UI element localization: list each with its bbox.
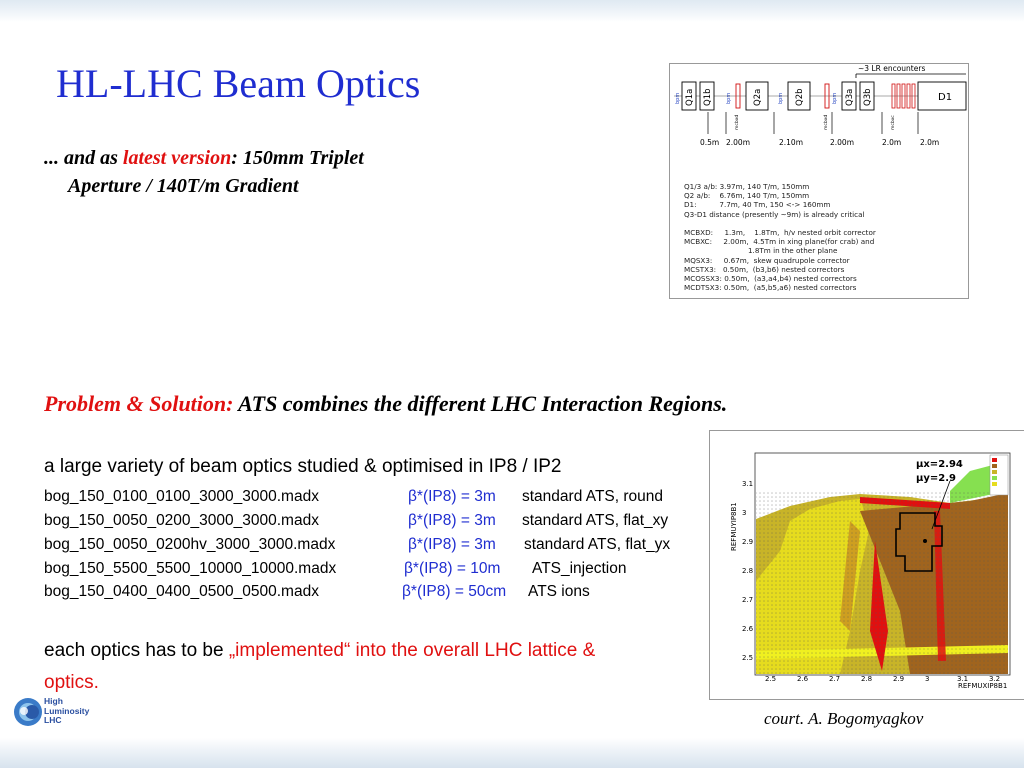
distance-label: 2.00m — [830, 138, 855, 147]
svg-text:Q2a: Q2a — [753, 88, 763, 106]
x-tick-label: 2.9 — [893, 675, 905, 683]
lead-text: a large variety of beam optics studied & optimised in IP8 / IP2 — [44, 456, 562, 477]
spec-line: MCDTSX3: 0.50m, (a5,b5,a6) nested correctors — [684, 283, 857, 293]
spec-line: D1: 7.7m, 40 Tm, 150 <-> 160mm — [684, 200, 831, 210]
corrector-label: mcbxd — [735, 114, 740, 130]
svg-text:D1: D1 — [938, 92, 953, 103]
svg-text:Q2b: Q2b — [795, 88, 805, 106]
y-tick-label: 2.6 — [742, 625, 754, 633]
magnet-d1 — [918, 82, 966, 110]
y-tick-label: 2.7 — [742, 596, 754, 604]
distance-label: 2.0m — [920, 138, 940, 147]
subtitle-suffix: : 150mm Triplet — [231, 147, 364, 169]
optics-beta: β*(IP8) = 3m — [408, 512, 496, 529]
optics-row — [44, 512, 669, 530]
mux-label: μx=2.94 — [916, 459, 963, 470]
magnet-q1b — [700, 82, 714, 110]
magnet-q2b — [788, 82, 810, 110]
optics-file: bog_150_0050_0200hv_3000_3000.madx — [44, 536, 336, 553]
credit: court. A. Bogomyagkov — [764, 709, 924, 728]
subtitle-line2: Aperture / 140T/m Gradient — [68, 175, 299, 197]
logo-line1: High — [44, 696, 63, 706]
optics-file: bog_150_0400_0400_0500_0500.madx — [44, 583, 319, 600]
magnet-specs — [684, 182, 876, 292]
logo-text — [44, 697, 89, 726]
spec-line: MCSTX3: 0.50m, (b3,b6) nested correctors — [684, 264, 845, 274]
distance-label: 2.00m — [726, 138, 751, 147]
x-tick-label: 3 — [925, 675, 930, 683]
encounters-label: ~3 LR encounters — [858, 64, 926, 73]
svg-text:Q1a: Q1a — [685, 88, 695, 106]
optics-beta: β*(IP8) = 3m — [408, 488, 496, 505]
svg-text:Q3a: Q3a — [845, 88, 855, 106]
magnet-q3b — [860, 82, 874, 110]
x-tick-label: 3.1 — [957, 675, 969, 683]
spec-line: Q1/3 a/b: 3.97m, 140 T/m, 150mm — [684, 182, 810, 191]
tune-scan-plot — [709, 430, 1024, 700]
optics-row — [44, 583, 590, 601]
magnet-q2a — [746, 82, 768, 110]
logo-line2: Luminosity — [44, 705, 90, 716]
optics-file: bog_150_5500_5500_10000_10000.madx — [44, 560, 337, 577]
implementation-note — [44, 635, 604, 699]
triplet-layout-diagram — [669, 63, 969, 299]
spec-line: 1.8Tm in the other plane — [684, 246, 838, 256]
spec-line: Q2 a/b: 6.76m, 140 T/m, 150mm — [684, 191, 810, 201]
logo-line3: LHC — [44, 715, 62, 725]
x-tick-label: 3.2 — [989, 675, 1001, 683]
magnet-q1a — [682, 82, 696, 110]
optics-beta: β*(IP8) = 3m — [408, 536, 496, 553]
y-axis-label: REFMUYIP8B1 — [730, 502, 738, 551]
spec-line: Q3-D1 distance (presently ~9m) is already critical — [684, 209, 865, 219]
page-title: HL-LHC Beam Optics — [56, 61, 421, 106]
optics-desc: standard ATS, round — [522, 488, 664, 505]
optics-beta: β*(IP8) = 50cm — [402, 583, 507, 600]
problem-text: ATS combines the different LHC Interaction Regions. — [233, 391, 728, 416]
bpm-label: bpm — [726, 92, 732, 104]
svg-text:Q1b: Q1b — [703, 88, 713, 106]
subtitle-highlight: latest version — [122, 147, 232, 169]
optics-file: bog_150_0100_0100_3000_3000.madx — [44, 488, 319, 505]
magnet-q3a — [842, 82, 856, 110]
x-axis-label: REFMUXIP8B1 — [958, 682, 1008, 690]
optics-desc: standard ATS, flat_yx — [524, 536, 671, 553]
spec-line: MCBXC: 2.00m, 4.5Tm in xing plane(for crab) and — [684, 237, 875, 247]
optics-row — [44, 560, 627, 578]
optics-beta: β*(IP8) = 10m — [404, 560, 501, 577]
corrector-label: mcbxc — [891, 115, 896, 130]
x-tick-label: 2.7 — [829, 675, 841, 683]
optics-file: bog_150_0050_0200_3000_3000.madx — [44, 512, 319, 529]
y-tick-label: 3.1 — [742, 480, 754, 488]
bpm-label: bpm — [778, 92, 784, 104]
corrector-label: mcbxd — [824, 114, 829, 130]
y-tick-label: 2.8 — [742, 567, 754, 575]
spec-line — [684, 219, 876, 228]
spec-line: MQSX3: 0.67m, skew quadrupole corrector — [684, 255, 850, 265]
spec-line: MCOSSX3: 0.50m, (a3,a4,b4) nested correctors — [684, 274, 857, 284]
y-tick-label: 2.9 — [742, 538, 754, 546]
subtitle — [44, 144, 474, 200]
working-point-marker — [923, 539, 927, 543]
note-highlight: „implemented“ into the overall LHC lattice & optics. — [44, 640, 596, 693]
distance-label: 0.5m — [700, 138, 720, 147]
optics-desc: standard ATS, flat_xy — [522, 512, 669, 529]
spec-line: MCBXD: 1.3m, 1.8Tm, h/v nested orbit corrector — [684, 228, 876, 238]
bpm-label: bpm — [832, 92, 838, 104]
problem-label: Problem & Solution: — [44, 391, 234, 416]
optics-desc: ATS ions — [528, 583, 590, 600]
note-prefix: each optics has to be — [44, 640, 229, 661]
optics-desc: ATS_injection — [532, 560, 627, 577]
y-tick-label: 3 — [742, 509, 747, 517]
bottom-band — [0, 738, 1024, 768]
optics-row — [44, 488, 664, 506]
subtitle-prefix: ... and as — [44, 147, 123, 169]
distance-label: 2.10m — [779, 138, 804, 147]
y-tick-label: 2.5 — [742, 654, 754, 662]
x-tick-label: 2.8 — [861, 675, 873, 683]
optics-row — [44, 536, 671, 554]
distance-label: 2.0m — [882, 138, 902, 147]
svg-text:Q3b: Q3b — [863, 88, 873, 106]
bpm-label: bpm — [675, 92, 681, 104]
muy-label: μy=2.9 — [916, 473, 956, 484]
x-tick-label: 2.6 — [797, 675, 809, 683]
problem-statement — [44, 387, 844, 420]
x-tick-label: 2.5 — [765, 675, 777, 683]
top-band — [0, 0, 1024, 22]
